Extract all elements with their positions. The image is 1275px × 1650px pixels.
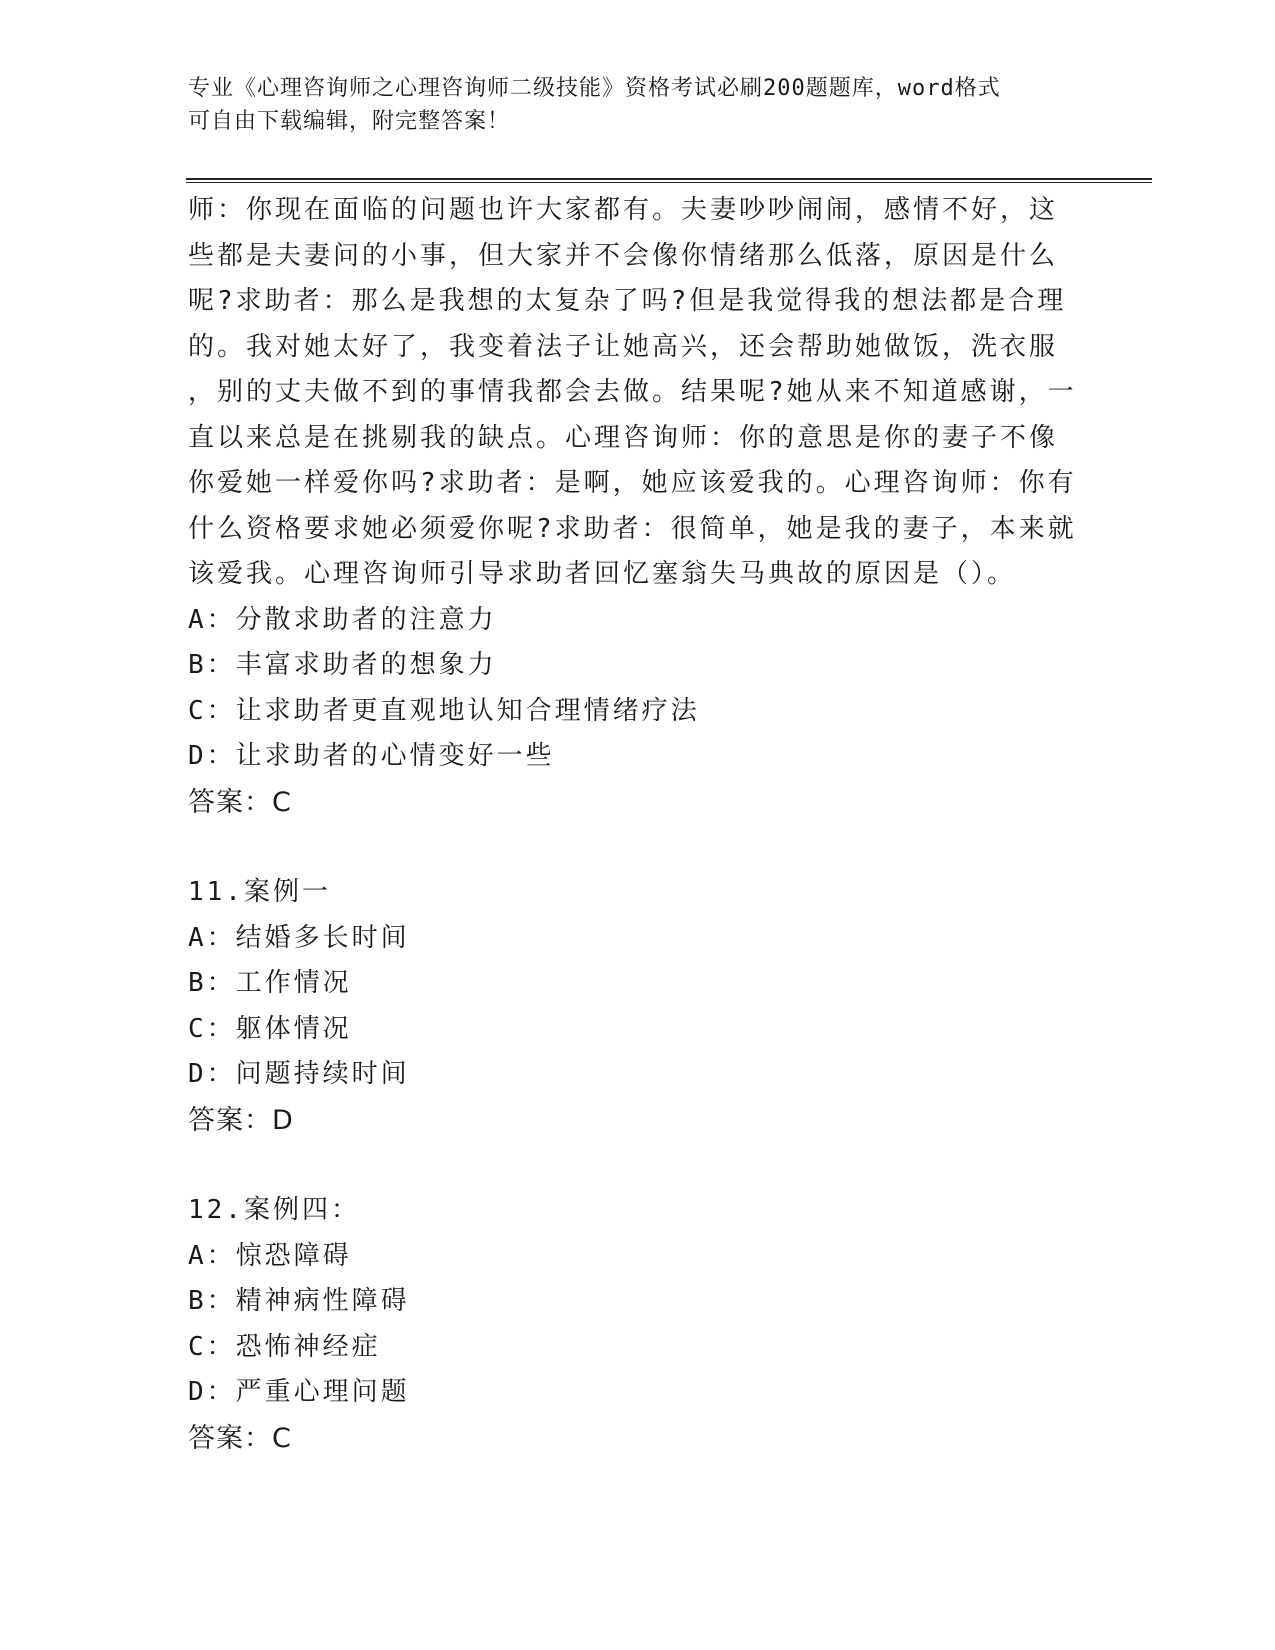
option-a: A：分散求助者的注意力 [188,604,497,635]
question-text-line: ，别的丈夫做不到的事情我都会去做。结果呢?她从来不知道感谢，一 [188,377,1077,407]
page-header [188,72,1068,138]
question-11 [188,870,1078,1143]
header-line-2: 可自由下载编辑，附完整答案！ [188,109,511,134]
option-d: D：严重心理问题 [188,1377,410,1407]
question-text-line: 些都是夫妻问的小事，但大家并不会像你情绪那么低落，原因是什么 [188,240,1059,271]
answer: 答案：D [188,1104,294,1136]
question-text-line: 你爱她一样爱你吗?求助者：是啊，她应该爱我的。心理咨询师：你有 [188,468,1077,498]
option-d: D：让求助者的心情变好一些 [188,741,555,771]
question-text-line: 直以来总是在挑剔我的缺点。心理咨询师：你的意思是你的妻子不像 [188,422,1059,453]
question-text-line: 呢?求助者：那么是我想的太复杂了吗?但是我觉得我的想法都是合理 [188,286,1067,316]
question-title: 11.案例一 [188,877,331,907]
answer: 答案：C [188,786,292,818]
question-text-line: 师：你现在面临的问题也许大家都有。夫妻吵吵闹闹，感情不好，这 [188,195,1059,225]
option-c: C：恐怖神经症 [188,1331,381,1362]
option-c: C：躯体情况 [188,1013,352,1044]
answer: 答案：C [188,1422,292,1454]
question-text-line: 的。我对她太好了，我变着法子让她高兴，还会帮助她做饭，洗衣服 [188,331,1059,362]
question-continued [188,188,1078,825]
option-d: D：问题持续时间 [188,1059,410,1089]
option-c: C：让求助者更直观地认知合理情绪疗法 [188,695,700,726]
question-text-line: 该爱我。心理咨询师引导求助者回忆塞翁失马典故的原因是（）。 [188,559,1017,589]
document-body [188,188,1078,1461]
option-b: B：精神病性障碍 [188,1286,410,1316]
question-title: 12.案例四： [188,1195,360,1225]
header-line-1: 专业《心理咨询师之心理咨询师二级技能》资格考试必刷200题题库，word格式 [188,76,1001,101]
option-b: B：工作情况 [188,968,352,998]
option-a: A：惊恐障碍 [188,1240,352,1271]
option-b: B：丰富求助者的想象力 [188,650,497,680]
question-12 [188,1188,1078,1461]
header-divider [186,178,1152,183]
question-text-line: 什么资格要求她必须爱你呢?求助者：很简单，她是我的妻子，本来就 [188,513,1077,544]
option-a: A：结婚多长时间 [188,922,410,953]
